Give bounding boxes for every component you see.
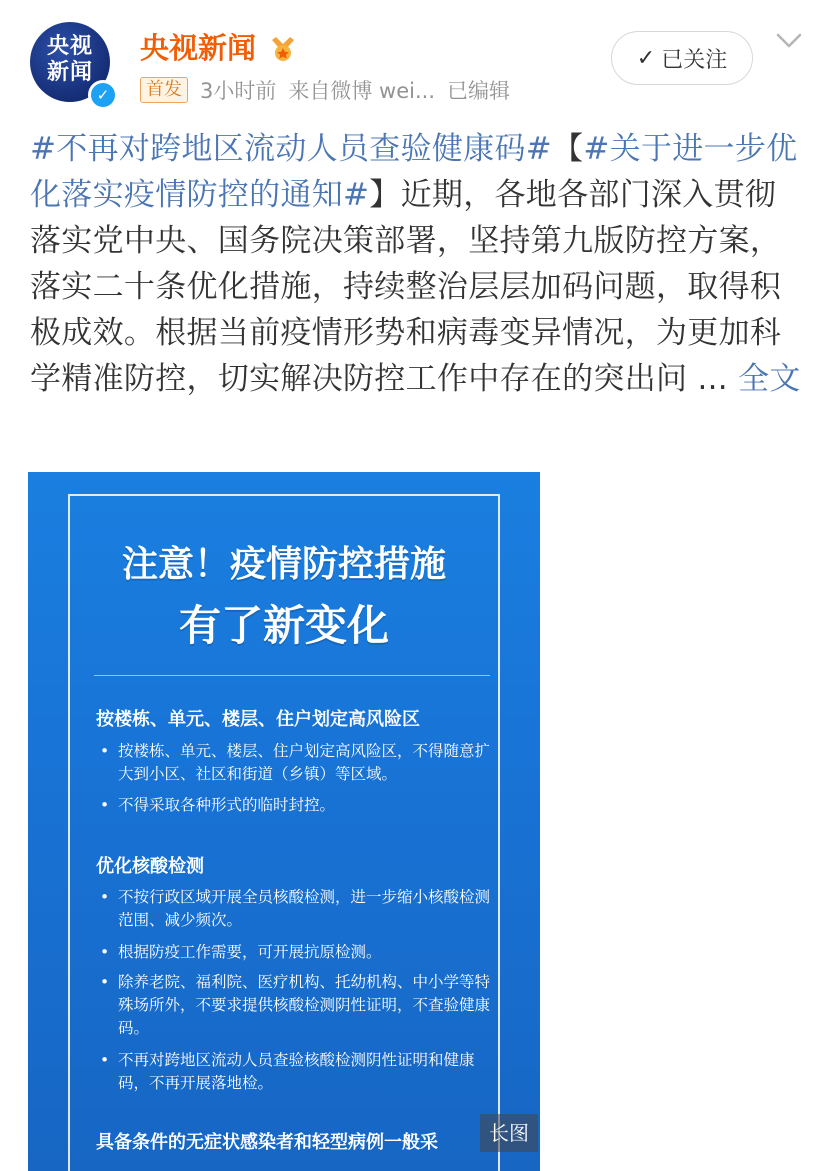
bracket-open: 【 (552, 131, 584, 167)
image-bullet: • 除养老院、福利院、医疗机构、托幼机构、中小学等特殊场所外，不要求提供核酸检测阴性证明，不查验健康码。 (96, 971, 496, 1040)
image-divider (94, 675, 490, 676)
check-icon: ✓ (636, 45, 656, 71)
post-source[interactable]: 来自微博 wei... (288, 79, 436, 103)
avatar[interactable] (30, 22, 110, 102)
verified-icon: ✓ (88, 80, 118, 110)
medal-icon (268, 34, 298, 64)
post-body: 近期，各地各部门深入贯彻落实党中央、国务院决策部署，坚持第九版防控方案，落实二十条优化措施，持续整治层层加码问题，取得积极成效。根据当前疫情形势和病毒变异情况，为更加科学精准防控，切实解决防控工作中存在的突出问 ... (30, 177, 782, 397)
follow-button[interactable] (611, 31, 753, 85)
topic-link[interactable]: #不再对跨地区流动人员查验健康码# (30, 131, 553, 167)
username[interactable]: 央视新闻 (140, 31, 257, 65)
image-bullet: • 根据防疫工作需要，可开展抗原检测。 (96, 941, 496, 964)
image-bullet: • 按楼栋、单元、楼层、住户划定高风险区，不得随意扩大到小区、社区和街道（乡镇）等区域。 (96, 740, 496, 786)
full-text-link[interactable]: 全文 (738, 361, 801, 397)
image-section-heading: 具备条件的无症状感染者和轻型病例一般采 (96, 1132, 438, 1153)
chevron-down-icon[interactable] (776, 32, 802, 50)
image-section-heading: 按楼栋、单元、楼层、住户划定高风险区 (96, 709, 420, 730)
post-time: 3小时前 (200, 79, 277, 103)
avatar-logo-text: 央视 新闻 (46, 34, 93, 85)
bracket-close: 】 (369, 177, 401, 213)
post-image[interactable] (28, 472, 540, 1171)
first-publish-badge: 首发 (140, 77, 188, 103)
follow-label: 已关注 (661, 47, 728, 73)
edited-label[interactable]: 已编辑 (447, 79, 511, 103)
image-bullet: • 不再对跨地区流动人员查验核酸检测阴性证明和健康码，不再开展落地检。 (96, 1049, 496, 1095)
post-text (30, 126, 802, 402)
image-bullet: • 不得采取各种形式的临时封控。 (96, 794, 496, 817)
topic-link[interactable]: #关于进一步优化落实疫情防控的通知# (30, 131, 798, 213)
image-subtitle: 有了新变化 (178, 601, 389, 650)
image-title: 注意！疫情防控措施 (121, 544, 446, 585)
post-meta (140, 75, 510, 105)
image-bullet: • 不按行政区域开展全员核酸检测，进一步缩小核酸检测范围、减少频次。 (96, 886, 496, 932)
image-section-heading: 优化核酸检测 (96, 856, 204, 877)
long-image-badge: 长图 (480, 1114, 538, 1152)
